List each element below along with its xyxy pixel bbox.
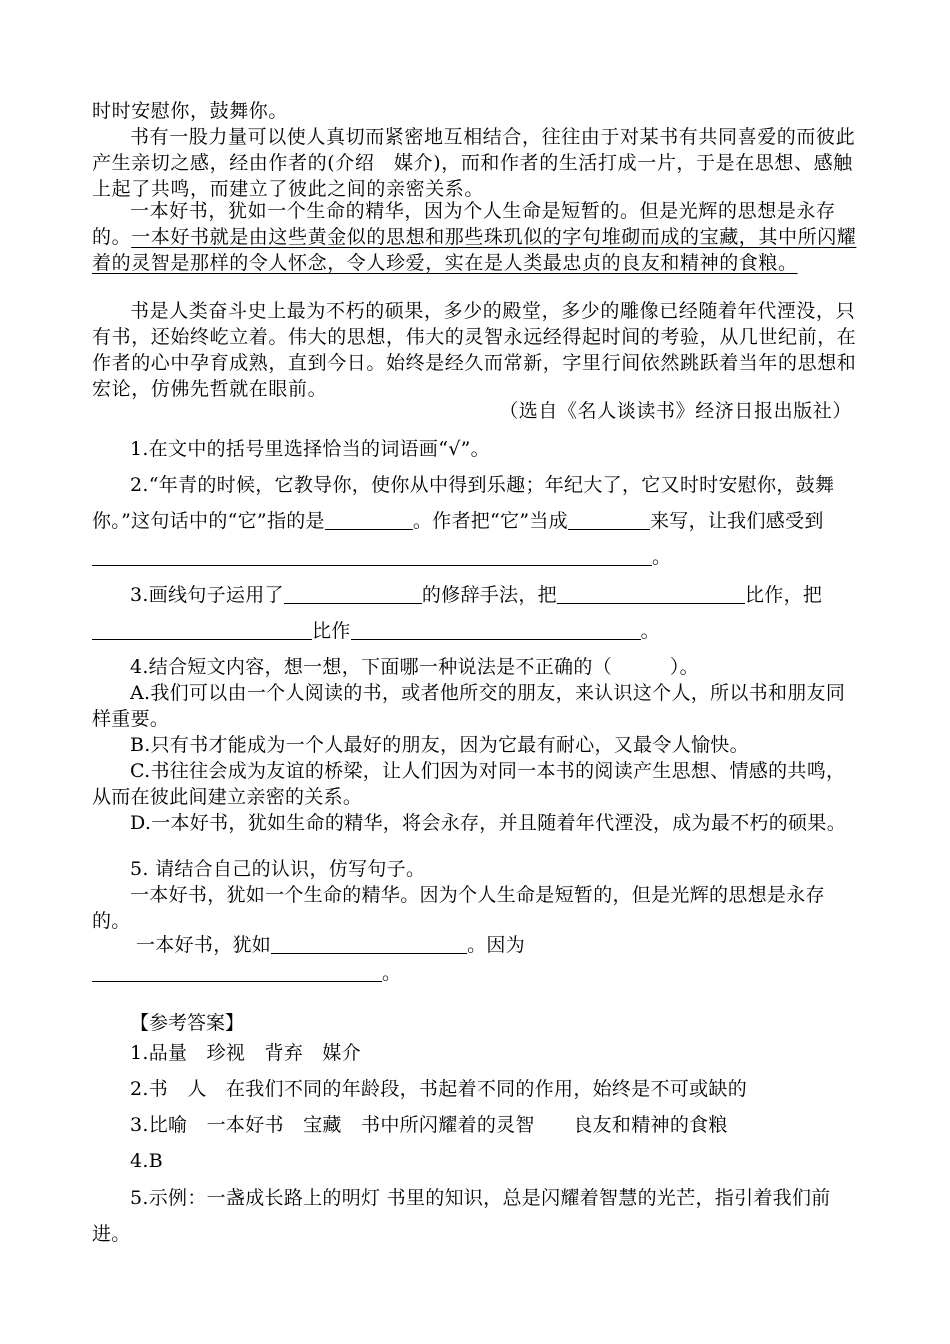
- question-5-prompt: [92, 932, 862, 958]
- answer-5: 5.示例：一盏成长路上的明灯 书里的知识，总是闪耀着智慧的光芒，指引着我们前进。: [92, 1187, 831, 1245]
- question-5-example: 一本好书，犹如一个生命的精华。因为个人生命是短暂的，但是光辉的思想是永存的。: [92, 884, 825, 932]
- question-3: [92, 577, 862, 649]
- answer-blank[interactable]: [325, 509, 413, 530]
- passage-paragraph-1: 书有一股力量可以使人真切而紧密地互相结合，往往由于对某书有共同喜爱的而彼此产生亲切之感，经由作者的(介绍 媒介)，而和作者的生活打成一片，于是在思想、感触上起了共鸣，而建立了彼此之间的亲密关系。: [92, 126, 856, 200]
- answer-blank[interactable]: [568, 509, 650, 530]
- answer-blank[interactable]: [351, 619, 641, 640]
- passage-paragraph-3: 书是人类奋斗史上最为不朽的硕果，多少的殿堂，多少的雕像已经随着年代湮没，只有书，还始终屹立着。伟大的思想，伟大的灵智永远经得起时间的考验，从几世纪前，在作者的心中孕育成熟，直到今日。始终是经久而常新，字里行间依然跳跃着当年的思想和宏论，仿佛先哲就在眼前。: [92, 300, 857, 400]
- answer-blank[interactable]: [92, 545, 652, 566]
- answer-2: 2.书 人 在我们不同的年龄段，书起着不同的作用，始终是不可或缺的: [130, 1078, 748, 1100]
- question-3-text-f: 。: [640, 620, 660, 642]
- question-3-text-e: 比作: [312, 620, 351, 642]
- question-3-text-a: 3.画线句子运用了: [130, 584, 284, 606]
- answer-blank[interactable]: [284, 583, 422, 604]
- question-4-option-c: C.书往往会成为友谊的桥梁，让人们因为对同一本书的阅读产生思想、情感的共鸣，从而在彼此间建立亲密的关系。: [92, 760, 846, 808]
- question-2-text-d: 。: [652, 546, 672, 568]
- question-2-text-c: 来写，让我们感受到: [649, 510, 824, 532]
- answer-blank[interactable]: [271, 933, 467, 954]
- question-5-text-c: 。: [382, 962, 402, 984]
- question-5-text-b: 。因为: [467, 934, 526, 956]
- passage-line-0: 时时安慰你，鼓舞你。: [92, 100, 289, 122]
- passage-paragraph-2-plain: 一本好书，犹如一个生命的精华，因为个人生命是短暂的。但是光辉的思想是永存的。: [92, 200, 836, 248]
- answer-blank[interactable]: [557, 583, 745, 604]
- question-4-option-b: B.只有书才能成为一个人最好的朋友，因为它最有耐心，又最令人愉快。: [130, 734, 749, 756]
- answer-blank[interactable]: [92, 619, 312, 640]
- answers-title: 【参考答案】: [130, 1012, 245, 1034]
- question-2-text-b: 。作者把“它”当成: [412, 510, 568, 532]
- question-4-option-d: D.一本好书，犹如生命的精华，将会永存，并且随着年代湮没，成为最不朽的硕果。: [130, 812, 846, 834]
- question-5-text-a: 一本好书，犹如: [136, 934, 272, 956]
- answer-blank[interactable]: [92, 961, 382, 982]
- question-4-option-a: A.我们可以由一个人阅读的书，或者他所交的朋友，来认识这个人，所以书和朋友同样重要。: [92, 682, 846, 730]
- question-3-text-d: ，把: [783, 584, 823, 606]
- answer-4: 4.B: [130, 1150, 163, 1172]
- question-3-text-c: 比作: [744, 584, 784, 606]
- question-2: [92, 467, 862, 575]
- question-5: 5. 请结合自己的认识，仿写句子。: [130, 858, 426, 880]
- question-2-text-a: 2.“年青的时候，它教导你，使你从中得到乐趣；年纪大了，它又时时安慰你，鼓舞你。”这句话中的“它”指的是: [92, 474, 835, 532]
- passage-source: （选自《名人谈读书》经济日报出版社）: [499, 400, 852, 422]
- question-3-text-b: 的修辞手法，把: [421, 584, 557, 606]
- underlined-sentence: 一本好书就是由这些黄金似的思想和那些珠玑似的字句堆砌而成的宝藏，其中所闪耀着的灵智是那样的令人怀念，令人珍爱，实在是人类最忠贞的良友和精神的食粮。: [92, 226, 857, 274]
- question-5-line-2: [92, 960, 862, 986]
- question-1: 1.在文中的括号里选择恰当的词语画“√”。: [130, 438, 490, 460]
- answer-3: 3.比喻 一本好书 宝藏 书中所闪耀着的灵智 良友和精神的食粮: [130, 1114, 728, 1136]
- passage-paragraph-2: [92, 198, 862, 276]
- question-4: 4.结合短文内容，想一想，下面哪一种说法是不正确的（ ）。: [130, 656, 699, 678]
- answer-1: 1.品量 珍视 背弃 媒介: [130, 1042, 362, 1064]
